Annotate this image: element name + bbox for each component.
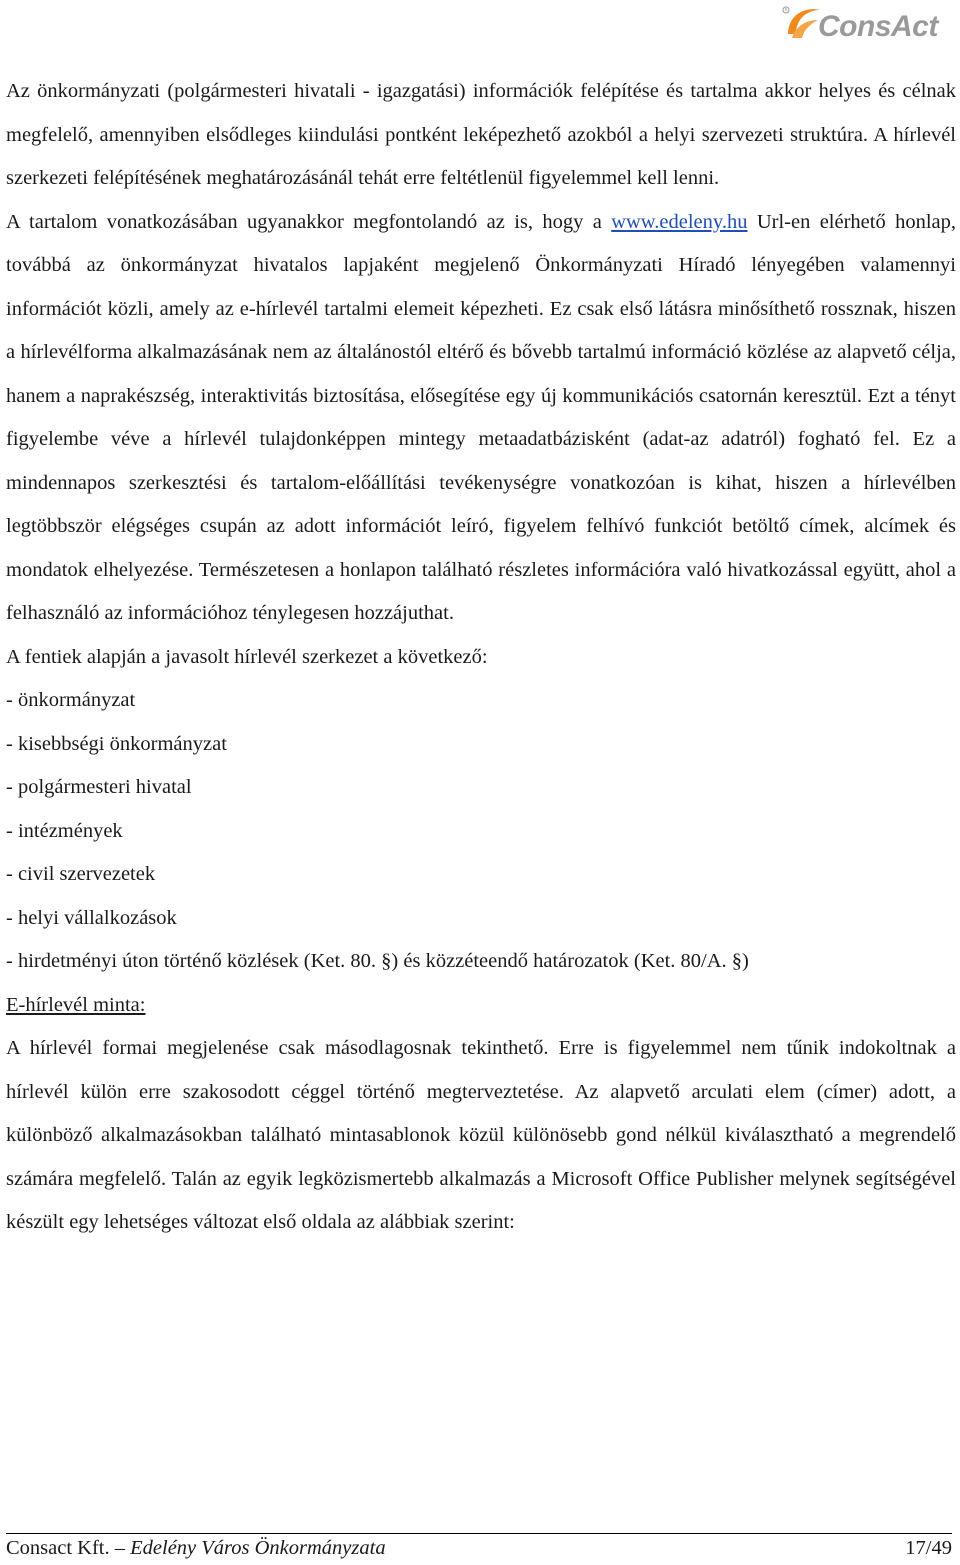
footer-client: Edelény Város Önkormányzata: [130, 1537, 386, 1559]
svg-text:R: R: [784, 7, 788, 13]
list-item-hirdetmenyek: - hirdetményi úton történő közlések (Ket. 80. §) és közzéteendő határozatok (Ket. 80/A. §): [6, 950, 749, 972]
page-footer: [6, 1533, 952, 1560]
document-body: [6, 70, 956, 1245]
paragraph-text-before-link: A tartalom vonatkozásában ugyanakkor megfontolandó az is, hogy a: [6, 210, 612, 233]
logo-wordmark: ConsAct: [818, 10, 938, 43]
paragraph-text-after-link: Url-en elérhető honlap, továbbá az önkormányzat hivatalos lapjaként megjelenő Önkormányzati Híradó lényegében valamennyi információt közli, amely az e-hírlevél tartalmi elemeit képezheti. Ez csak első látásra minősíthető rossznak, hiszen a hírlevélforma alkalmazásának nem az általánostól eltérő és bővebb tartalmú információ közlése az alapvető célja, hanem a naprakészség, interaktivitás biztosítása, elősegítése egy új kommunikációs csatornán keresztül. Ezt a tényt figyelembe véve a hírlevél tulajdonképpen mintegy metaadatbázisként (adat-az adatról) fogható fel. Ez a mindennapos szerkesztési és tartalom-előállítási tevékenységre vonatkozóan is kihat, hiszen a hírlevélben legtöbbször elégséges csupán az adott információt leíró, figyelem felhívó funkciót betöltő címek, alcímek és mondatok elhelyezése. Természetesen a honlapon található részletes információra való hivatkozással együtt, ahol a felhasználó az információhoz ténylegesen hozzájuthat.: [6, 210, 956, 624]
list-item-hivatal: - polgármesteri hivatal: [6, 776, 192, 798]
footer-company: Consact Kft. –: [6, 1537, 131, 1559]
list-intro: A fentiek alapján a javasolt hírlevél szerkezet a következő:: [6, 645, 488, 668]
edeleny-website-link[interactable]: www.edeleny.hu: [611, 210, 748, 233]
list-item-kisebbsegi: - kisebbségi önkormányzat: [6, 732, 227, 755]
paragraph-structure: Az önkormányzati (polgármesteri hivatali - igazgatási) információk felépítése és tartalma akkor helyes és célnak megfelelő, amennyiben elsődleges kiindulási pontként leképezhető azokból a helyi szervezeti struktúra. A hírlevél szerkezeti felépítésének meghatározásánál tehát erre feltétlenül figyelemmel kell lenni.: [6, 80, 956, 189]
section-heading: E-hírlevél minta:: [6, 993, 146, 1016]
list-item-vallalkozasok: - helyi vállalkozások: [6, 906, 177, 929]
list-item-onkormanyzat: - önkormányzat: [6, 689, 136, 711]
footer-left: [6, 1537, 386, 1560]
list-item-civil: - civil szervezetek: [6, 863, 156, 885]
footer-page-number: 17/49: [905, 1537, 952, 1559]
paragraph-format: A hírlevél formai megjelenése csak másodlagosnak tekinthető. Erre is figyelemmel nem tűnik indokoltnak a hírlevél külön erre szakosodott céggel történő megterveztetése. Az alapvető arculati elem (címer) adott, a különböző alkalmazásokban található mintasablonok közül különösebb gond nélkül kiválasztható a megrendelő számára megfelelő. Talán az egyik legközismertebb alkalmazás a Microsoft Office Publisher melynek segítségével készült egy lehetséges változat első oldala az alábbiak szerint:: [6, 1037, 956, 1233]
consact-swoosh-icon: [782, 4, 822, 44]
list-item-intezmenyek: - intézmények: [6, 819, 123, 842]
consact-logo: [782, 4, 952, 48]
paragraph-content-scope: [6, 201, 956, 636]
